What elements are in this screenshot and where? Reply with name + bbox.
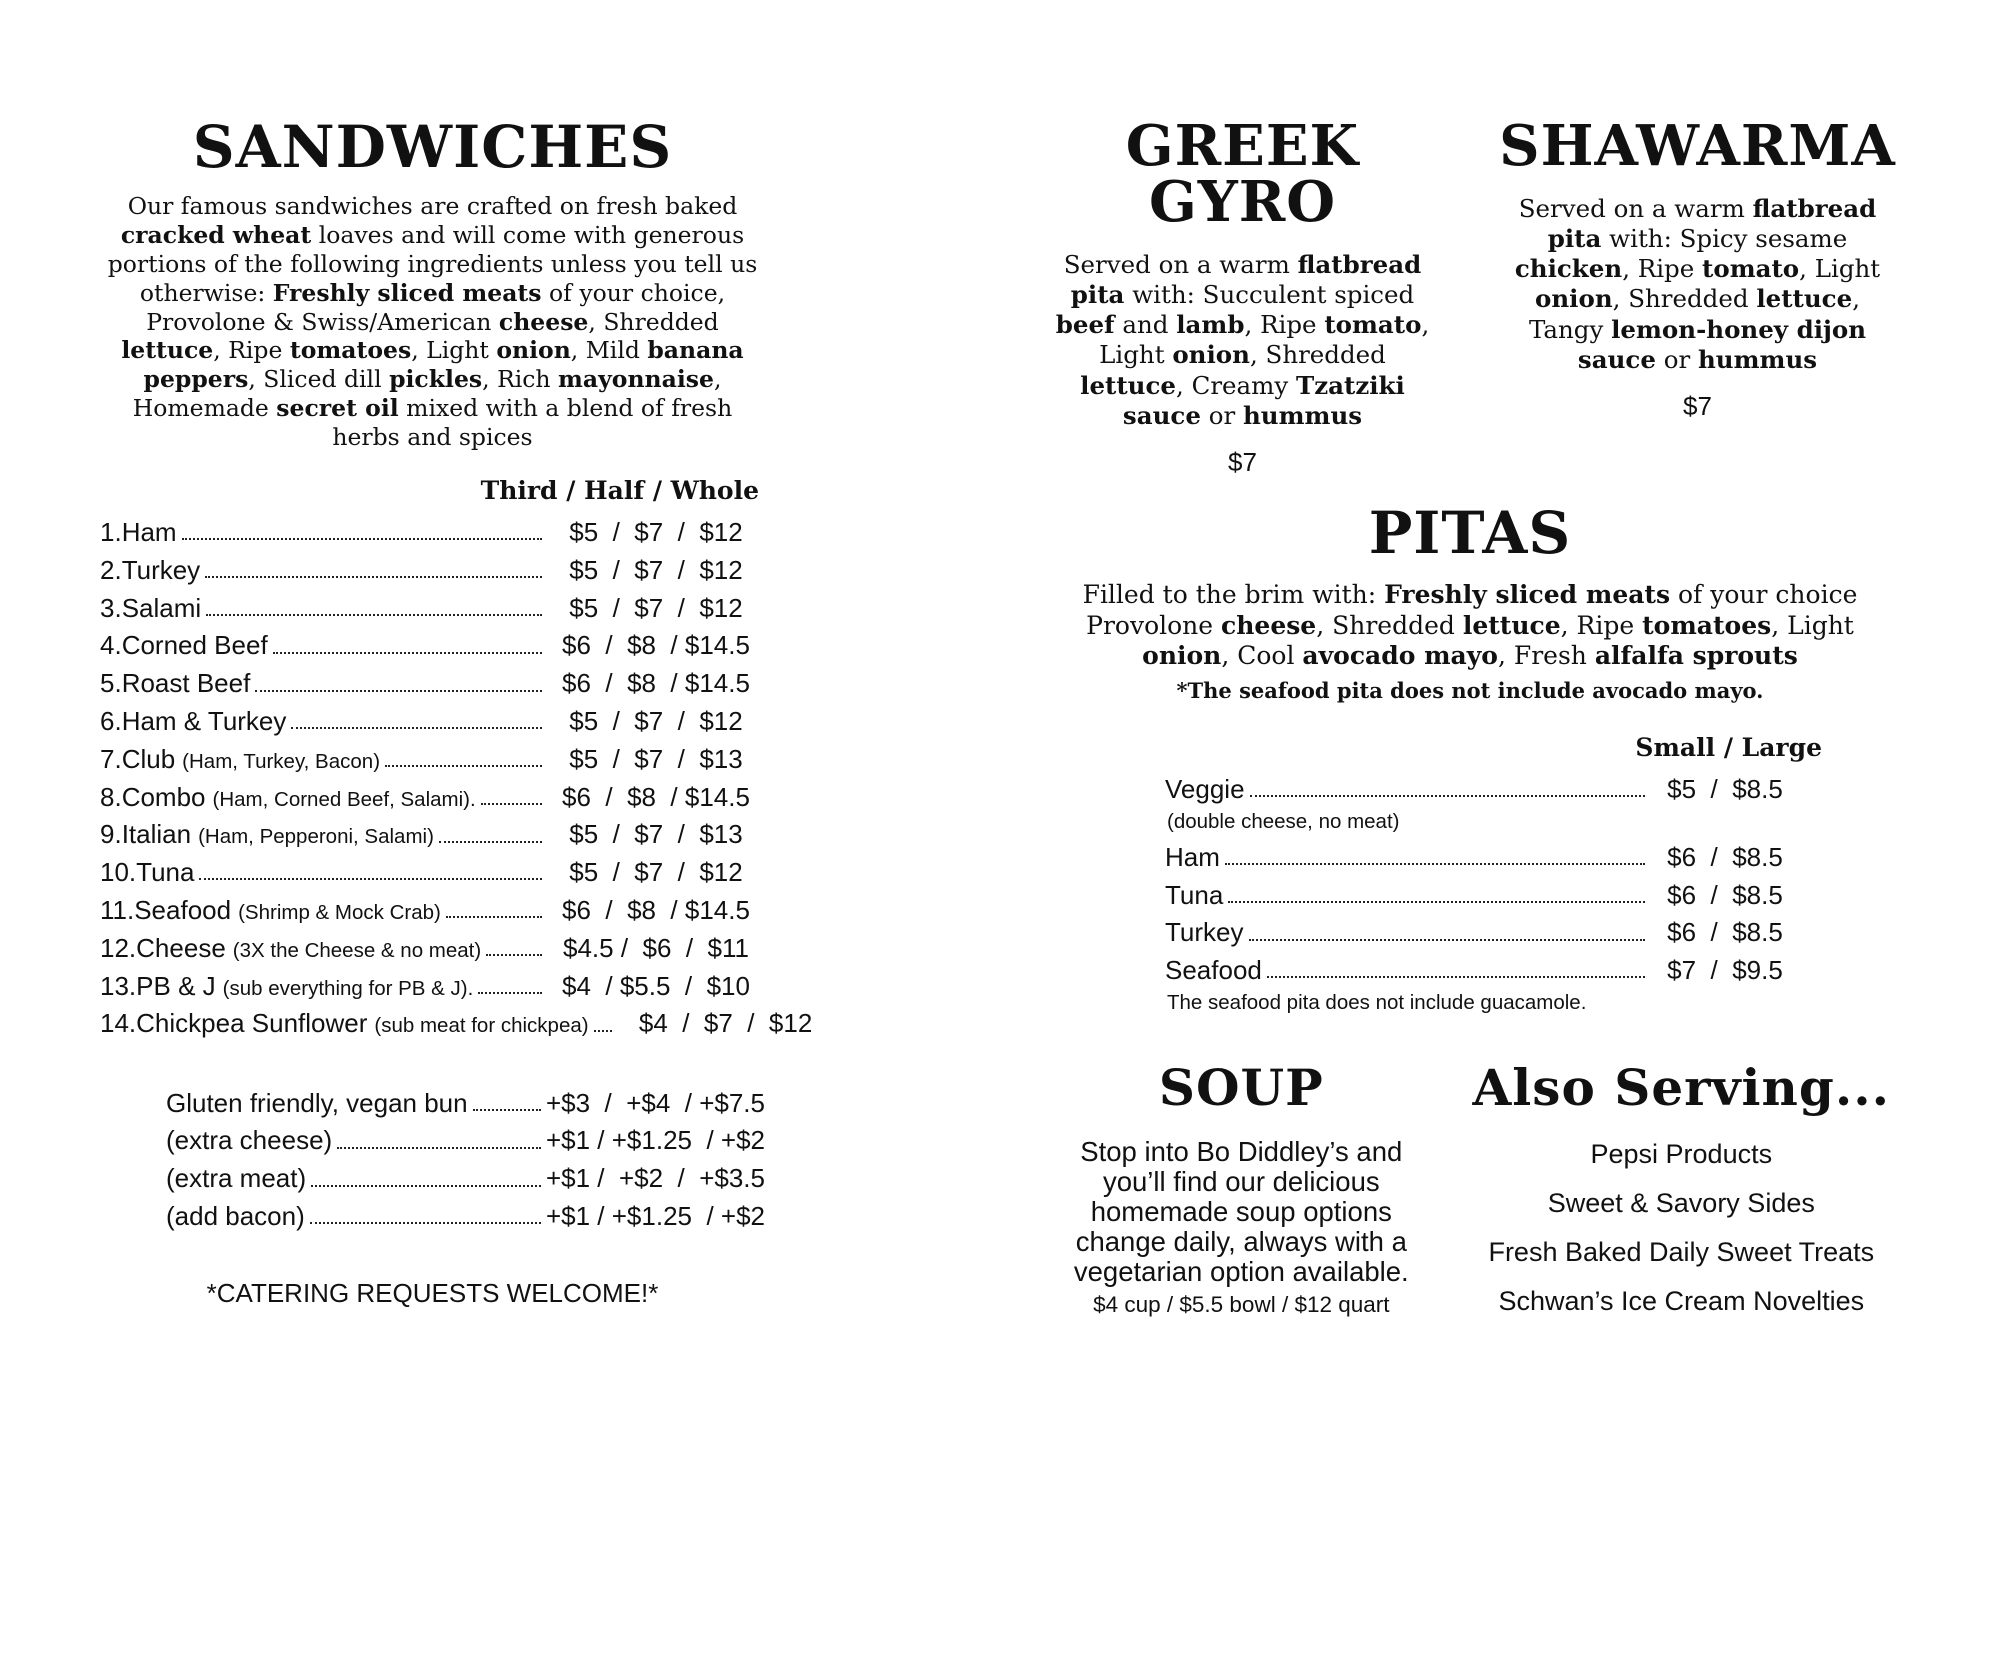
- item-name: Italian: [121, 819, 192, 850]
- dot-leader: [205, 576, 542, 578]
- pita-item-row: [1165, 841, 1800, 872]
- pita-prices: $7 / $9.5: [1667, 955, 1783, 986]
- extra-prices: +$1 / +$1.25 / +$2: [545, 1125, 765, 1156]
- pita-prices: $5 / $8.5: [1667, 774, 1783, 804]
- item-name: Seafood: [134, 894, 232, 925]
- item-name: Club: [121, 743, 176, 774]
- pita-item-row: [1165, 957, 1800, 984]
- section-soup: [1030, 1057, 1453, 1335]
- section-shawarma: [1485, 113, 1910, 478]
- item-number: 13.: [100, 970, 137, 1001]
- item-name: Roast Beef: [121, 668, 251, 699]
- pita-item-row: [1165, 919, 1800, 946]
- shawarma-title: SHAWARMA: [1499, 113, 1896, 179]
- dot-leader: [481, 803, 542, 805]
- item-name: Chickpea Sunflower: [136, 1008, 368, 1039]
- item-number: 1.: [100, 517, 122, 548]
- section-sandwiches: [100, 113, 813, 1309]
- dot-leader: [1249, 939, 1646, 941]
- item-number: 6.: [100, 706, 122, 736]
- sandwich-item-row: [100, 859, 765, 886]
- sandwich-item-row: [100, 519, 765, 546]
- item-prices: $5 / $7 / $13: [569, 743, 743, 774]
- pita-item: [1165, 919, 1800, 946]
- catering-note: *CATERING REQUESTS WELCOME!*: [206, 1278, 659, 1309]
- pitas-size-header: Small / Large: [1635, 733, 1822, 762]
- section-greek-gyro: [1030, 113, 1455, 478]
- item-name: PB & J: [136, 970, 216, 1001]
- dot-leader: [478, 992, 542, 994]
- item-prices: $6 / $8 / $14.5: [562, 781, 750, 812]
- pita-item-row: [1165, 879, 1800, 910]
- item-name: Corned Beef: [121, 630, 268, 661]
- dot-leader: [1225, 863, 1645, 865]
- dot-leader: [273, 652, 542, 654]
- item-note: (Ham, Turkey, Bacon): [182, 749, 381, 773]
- sandwich-item-row: [100, 708, 765, 735]
- item-name: Tuna: [136, 857, 195, 888]
- pitas-description: Filled to the brim with: Freshly sliced meats of your choice Provolone cheese, Shredded lettuce, Ripe tomatoes, Light onion, Cool avocado mayo, Fresh alfalfa sprouts: [1082, 579, 1858, 671]
- sandwiches-description: Our famous sandwiches are crafted on fresh baked cracked wheat loaves and will come with generous portions of the following ingredients unless you tell us otherwise: Freshly sliced meats of your choice, Provolone & Swiss/American cheese, Shredded lettuce, Ripe tomatoes, Light onion, Mild banana peppers, Sliced dill pickles, Rich mayonnaise, Homemade secret oil mixed with a blend of fresh herbs and spices: [107, 192, 758, 452]
- item-prices: $5 / $7 / $12: [569, 517, 743, 548]
- sandwich-item-row: [100, 743, 765, 774]
- dot-leader: [486, 954, 542, 956]
- section-also-serving: [1453, 1057, 1910, 1335]
- item-name: Cheese: [136, 932, 226, 963]
- pita-subnote: The seafood pita does not include guacamole.: [1167, 990, 1587, 1014]
- dot-leader: [182, 538, 542, 540]
- sandwich-item-row: [100, 821, 765, 848]
- soup-price-line: $4 cup / $5.5 bowl / $12 quart: [1093, 1291, 1390, 1317]
- extra-name: Gluten friendly, vegan bun: [166, 1087, 468, 1118]
- item-prices: $5 / $7 / $13: [569, 819, 743, 850]
- extra-prices: +$1 / +$1.25 / +$2: [545, 1201, 765, 1232]
- item-prices: $5 / $7 / $12: [569, 592, 743, 623]
- item-number: 10.: [100, 857, 137, 888]
- pita-prices: $6 / $8.5: [1667, 879, 1783, 910]
- also-serving-item: Sweet & Savory Sides: [1547, 1187, 1815, 1218]
- soup-title: SOUP: [1158, 1057, 1324, 1117]
- dot-leader: [473, 1109, 541, 1111]
- sandwich-item-row: [100, 894, 765, 925]
- item-prices: $4 / $7 / $12: [638, 1008, 813, 1039]
- item-note: (sub everything for PB & J).: [222, 976, 474, 1000]
- pita-item: [1165, 957, 1800, 1015]
- item-name: Ham: [121, 517, 177, 548]
- item-number: 3.: [100, 592, 122, 623]
- item-prices: $5 / $7 / $12: [569, 857, 743, 888]
- pita-name: Veggie: [1165, 774, 1245, 804]
- dot-leader: [255, 690, 542, 692]
- soup-text: Stop into Bo Diddley’s and you’ll find our delicious homemade soup options change daily, always with a vegetarian option available.: [1073, 1135, 1409, 1287]
- item-prices: $5 / $7 / $12: [569, 706, 743, 736]
- item-name: Ham & Turkey: [121, 706, 287, 736]
- sandwiches-size-header: Third / Half / Whole: [480, 476, 759, 506]
- greek-gyro-title: GREEK GYRO: [1125, 113, 1360, 235]
- also-serving-item: Fresh Baked Daily Sweet Treats: [1488, 1236, 1875, 1267]
- sandwich-item-row: [100, 554, 765, 585]
- item-prices: $5 / $7 / $12: [569, 554, 743, 585]
- gyro-shawarma-row: [1030, 113, 1910, 478]
- item-note: (Ham, Corned Beef, Salami).: [212, 787, 476, 811]
- extra-item-row: [166, 1087, 765, 1118]
- dot-leader: [1228, 901, 1645, 903]
- sandwich-item-row: [100, 1008, 813, 1039]
- pita-item-row: [1165, 776, 1800, 803]
- also-serving-title: Also Serving...: [1472, 1057, 1891, 1117]
- extra-prices: +$3 / +$4 / +$7.5: [545, 1087, 765, 1118]
- item-note: (sub meat for chickpea): [374, 1014, 589, 1038]
- dot-leader: [310, 1222, 541, 1224]
- item-number: 2.: [100, 554, 122, 585]
- pita-item: [1165, 841, 1800, 872]
- pitas-title: PITAS: [1368, 498, 1572, 567]
- item-number: 9.: [100, 819, 122, 850]
- shawarma-description: Served on a warm flatbread pita with: Spicy sesame chicken, Ripe tomato, Light onion, Shredded lettuce, Tangy lemon-honey dijon sauce or hummus: [1514, 194, 1881, 374]
- sandwich-item-row: [100, 932, 765, 963]
- item-note: (Shrimp & Mock Crab): [238, 900, 441, 924]
- soup-also-row: [1030, 1057, 1910, 1335]
- pita-item: [1165, 776, 1800, 834]
- sandwich-item-row: [100, 670, 765, 697]
- dot-leader: [1267, 976, 1645, 978]
- dot-leader: [439, 841, 542, 843]
- also-serving-item: Pepsi Products: [1590, 1138, 1773, 1169]
- item-number: 11.: [100, 894, 135, 925]
- extra-name: (extra meat): [166, 1163, 307, 1194]
- dot-leader: [446, 916, 542, 918]
- item-note: (Ham, Pepperoni, Salami): [198, 825, 434, 849]
- sandwich-item-row: [100, 632, 765, 659]
- pita-name: Tuna: [1165, 879, 1224, 910]
- sandwiches-title: SANDWICHES: [192, 113, 673, 181]
- pita-subnote: (double cheese, no meat): [1167, 809, 1400, 833]
- sandwich-extras-list: [166, 1087, 765, 1232]
- item-prices: $4.5 / $6 / $11: [563, 932, 749, 963]
- item-number: 8.: [100, 781, 122, 812]
- sandwich-item-row: [100, 781, 765, 812]
- item-name: Turkey: [121, 554, 201, 585]
- item-number: 12.: [100, 932, 137, 963]
- extra-item-row: [166, 1203, 765, 1230]
- extra-name: (extra cheese): [166, 1125, 333, 1156]
- dot-leader: [199, 878, 542, 880]
- sandwich-item-row: [100, 970, 765, 1001]
- item-note: (3X the Cheese & no meat): [232, 938, 482, 962]
- item-prices: $6 / $8 / $14.5: [562, 894, 750, 925]
- sandwich-item-row: [100, 592, 765, 623]
- also-serving-item: Schwan’s Ice Cream Novelties: [1498, 1285, 1865, 1316]
- pita-prices: $6 / $8.5: [1667, 917, 1783, 948]
- shawarma-price: $7: [1683, 390, 1712, 421]
- extra-item-row: [166, 1127, 765, 1154]
- pita-item: [1165, 879, 1800, 910]
- item-name: Combo: [121, 781, 206, 812]
- greek-gyro-price: $7: [1228, 446, 1257, 477]
- item-prices: $4 / $5.5 / $10: [562, 970, 750, 1001]
- right-area: [1030, 113, 1910, 1335]
- dot-leader: [337, 1147, 541, 1149]
- pitas-note: *The seafood pita does not include avocado mayo.: [1176, 678, 1764, 703]
- item-prices: $6 / $8 / $14.5: [562, 668, 750, 699]
- item-prices: $6 / $8 / $14.5: [562, 630, 750, 661]
- pita-prices: $6 / $8.5: [1667, 841, 1783, 872]
- item-number: 4.: [100, 630, 122, 661]
- extra-prices: +$1 / +$2 / +$3.5: [545, 1163, 765, 1194]
- greek-gyro-description: Served on a warm flatbread pita with: Succulent spiced beef and lamb, Ripe tomato, Light onion, Shredded lettuce, Creamy Tzatziki sauce or hummus: [1055, 250, 1430, 430]
- item-number: 14.: [100, 1008, 137, 1039]
- pita-name: Turkey: [1165, 917, 1244, 948]
- dot-leader: [311, 1185, 541, 1187]
- section-pitas: [1030, 498, 1910, 1015]
- item-number: 5.: [100, 668, 122, 699]
- also-serving-list: [1453, 1139, 1910, 1317]
- dot-leader: [1250, 795, 1645, 797]
- dot-leader: [291, 727, 542, 729]
- pita-name: Ham: [1165, 841, 1220, 872]
- pita-list: [1165, 776, 1800, 1015]
- sandwich-list: [100, 517, 813, 1039]
- dot-leader: [385, 765, 542, 767]
- extra-item-row: [166, 1165, 765, 1192]
- extra-name: (add bacon): [166, 1201, 305, 1232]
- dot-leader: [594, 1030, 612, 1032]
- item-number: 7.: [100, 743, 122, 774]
- item-name: Salami: [121, 592, 202, 623]
- dot-leader: [206, 614, 542, 616]
- pita-name: Seafood: [1165, 955, 1262, 986]
